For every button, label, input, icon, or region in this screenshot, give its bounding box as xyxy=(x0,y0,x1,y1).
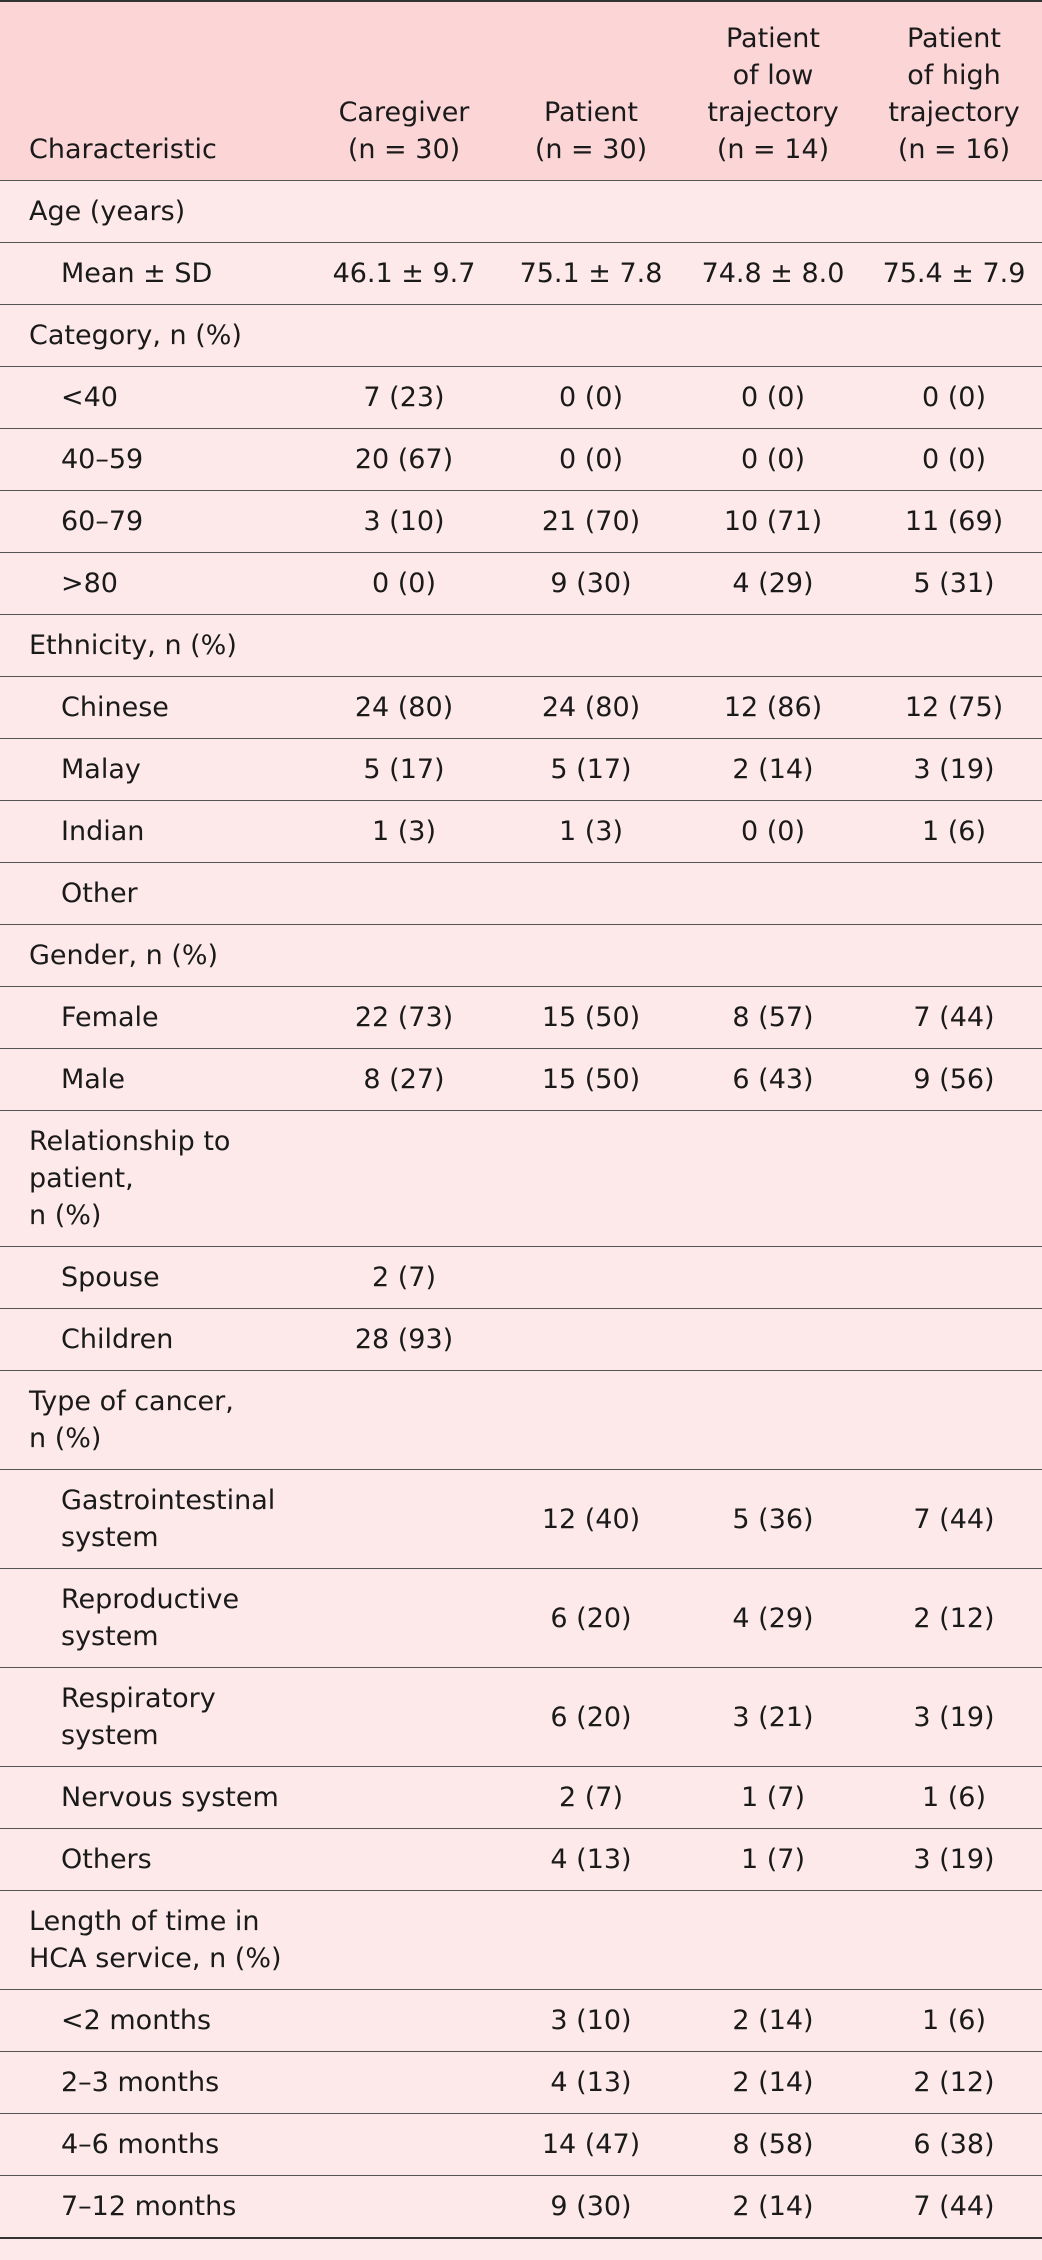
cell-col-3 xyxy=(680,181,866,243)
category-label xyxy=(0,1111,306,1247)
cell-col-2: 6 (20) xyxy=(502,1668,680,1767)
cell-col-1 xyxy=(306,1990,502,2052)
cell-col-2: 2 (7) xyxy=(502,1767,680,1829)
label-text: Gender, n (%) xyxy=(29,940,219,971)
cell-col-4: 6 (38) xyxy=(866,2114,1042,2176)
cell-col-1 xyxy=(306,1767,502,1829)
table-category-row xyxy=(0,1111,1042,1247)
cell-col-1: 0 (0) xyxy=(306,553,502,615)
table-row xyxy=(0,553,1042,615)
cell-col-4 xyxy=(866,305,1042,367)
cell-col-4: 1 (6) xyxy=(866,1767,1042,1829)
cell-col-4 xyxy=(866,1111,1042,1247)
category-label xyxy=(0,1371,306,1470)
cell-col-1 xyxy=(306,863,502,925)
row-label xyxy=(0,677,306,739)
cell-col-3: 74.8 ± 8.0 xyxy=(680,243,866,305)
cell-col-3 xyxy=(680,863,866,925)
cell-col-4: 3 (19) xyxy=(866,739,1042,801)
label-text: Relationship to xyxy=(29,1126,231,1157)
header-characteristic-label: Characteristic xyxy=(29,134,217,165)
cell-col-3 xyxy=(680,1371,866,1470)
cell-col-3 xyxy=(680,1247,866,1309)
table-category-row xyxy=(0,181,1042,243)
cell-col-3: 4 (29) xyxy=(680,1569,866,1668)
cell-col-2 xyxy=(502,1891,680,1990)
header-caregiver xyxy=(306,1,502,181)
cell-col-3: 10 (71) xyxy=(680,491,866,553)
cell-col-4: 1 (6) xyxy=(866,801,1042,863)
cell-col-2: 1 (3) xyxy=(502,801,680,863)
header-row xyxy=(0,1,1042,181)
table-category-row xyxy=(0,615,1042,677)
row-label xyxy=(0,367,306,429)
cell-col-1 xyxy=(306,1569,502,1668)
cell-col-2: 12 (40) xyxy=(502,1470,680,1569)
table-row xyxy=(0,987,1042,1049)
cell-col-2 xyxy=(502,1247,680,1309)
cell-col-1: 7 (23) xyxy=(306,367,502,429)
row-label xyxy=(0,1668,306,1767)
cell-col-1: 46.1 ± 9.7 xyxy=(306,243,502,305)
row-label xyxy=(0,1309,306,1371)
label-text: <40 xyxy=(61,382,118,413)
label-text: Others xyxy=(61,1844,152,1875)
cell-col-1 xyxy=(306,305,502,367)
row-label xyxy=(0,1829,306,1891)
cell-col-2: 5 (17) xyxy=(502,739,680,801)
cell-col-4: 0 (0) xyxy=(866,367,1042,429)
cell-col-3: 2 (14) xyxy=(680,1990,866,2052)
cell-col-1 xyxy=(306,1668,502,1767)
cell-col-4: 12 (75) xyxy=(866,677,1042,739)
label-text: Respiratory xyxy=(61,1683,216,1714)
header-low-line3: trajectory xyxy=(707,97,839,128)
cell-col-4: 2 (12) xyxy=(866,2052,1042,2114)
label-text: Mean ± SD xyxy=(61,258,213,289)
cell-col-3: 3 (21) xyxy=(680,1668,866,1767)
cell-col-2 xyxy=(502,1111,680,1247)
row-label xyxy=(0,863,306,925)
header-patient xyxy=(502,1,680,181)
cell-col-3: 0 (0) xyxy=(680,429,866,491)
table-row xyxy=(0,1990,1042,2052)
cell-col-3: 4 (29) xyxy=(680,553,866,615)
cell-col-1 xyxy=(306,925,502,987)
cell-col-4 xyxy=(866,1371,1042,1470)
label-text: 2–3 months xyxy=(61,2067,220,2098)
cell-col-1: 28 (93) xyxy=(306,1309,502,1371)
header-caregiver-line: Caregiver xyxy=(338,97,470,128)
header-high-line1: Patient xyxy=(906,23,1001,54)
label-text: Malay xyxy=(61,754,141,785)
header-low-line2: of low xyxy=(732,60,814,91)
cell-col-1 xyxy=(306,2052,502,2114)
category-label xyxy=(0,615,306,677)
table-row xyxy=(0,2176,1042,2239)
cell-col-2: 4 (13) xyxy=(502,2052,680,2114)
table-row xyxy=(0,1829,1042,1891)
cell-col-1: 3 (10) xyxy=(306,491,502,553)
cell-col-4: 7 (44) xyxy=(866,1470,1042,1569)
row-label xyxy=(0,2052,306,2114)
row-label xyxy=(0,2114,306,2176)
label-text: n (%) xyxy=(29,1200,102,1231)
table-row xyxy=(0,677,1042,739)
row-label xyxy=(0,1470,306,1569)
label-text: Indian xyxy=(61,816,145,847)
table-row xyxy=(0,367,1042,429)
cell-col-3: 8 (58) xyxy=(680,2114,866,2176)
cell-col-1 xyxy=(306,615,502,677)
table-category-row xyxy=(0,1891,1042,1990)
table-category-row xyxy=(0,925,1042,987)
header-patient-low xyxy=(680,1,866,181)
table-row xyxy=(0,1668,1042,1767)
table-row xyxy=(0,243,1042,305)
cell-col-1 xyxy=(306,1111,502,1247)
label-text: Nervous system xyxy=(61,1782,279,1813)
label-text: system xyxy=(61,1720,159,1751)
cell-col-1 xyxy=(306,181,502,243)
row-label xyxy=(0,987,306,1049)
label-text: Chinese xyxy=(61,692,169,723)
cell-col-1: 1 (3) xyxy=(306,801,502,863)
header-high-line2: of high xyxy=(907,60,1001,91)
cell-col-2: 14 (47) xyxy=(502,2114,680,2176)
cell-col-4: 9 (56) xyxy=(866,1049,1042,1111)
header-characteristic xyxy=(0,1,306,181)
header-caregiver-n: (n = 30) xyxy=(347,134,461,165)
label-text: Reproductive xyxy=(61,1584,240,1615)
table-category-row xyxy=(0,1371,1042,1470)
cell-col-1: 2 (7) xyxy=(306,1247,502,1309)
cell-col-4: 75.4 ± 7.9 xyxy=(866,243,1042,305)
table-row xyxy=(0,1247,1042,1309)
label-text: 7–12 months xyxy=(61,2191,237,2222)
table-category-row xyxy=(0,305,1042,367)
cell-col-4 xyxy=(866,181,1042,243)
header-patient-line: Patient xyxy=(543,97,638,128)
cell-col-3: 6 (43) xyxy=(680,1049,866,1111)
cell-col-3: 5 (36) xyxy=(680,1470,866,1569)
cell-col-3: 2 (14) xyxy=(680,739,866,801)
label-text: 60–79 xyxy=(61,506,144,537)
cell-col-2: 24 (80) xyxy=(502,677,680,739)
row-label xyxy=(0,553,306,615)
category-label xyxy=(0,181,306,243)
cell-col-3: 1 (7) xyxy=(680,1767,866,1829)
label-text: patient, xyxy=(29,1163,134,1194)
cell-col-3 xyxy=(680,615,866,677)
row-label xyxy=(0,491,306,553)
header-patient-n: (n = 30) xyxy=(534,134,648,165)
cell-col-4: 11 (69) xyxy=(866,491,1042,553)
row-label xyxy=(0,243,306,305)
cell-col-3 xyxy=(680,1111,866,1247)
label-text: Length of time in xyxy=(29,1906,260,1937)
label-text: <2 months xyxy=(61,2005,212,2036)
label-text: system xyxy=(61,1522,159,1553)
cell-col-2: 21 (70) xyxy=(502,491,680,553)
row-label xyxy=(0,1767,306,1829)
cell-col-3: 1 (7) xyxy=(680,1829,866,1891)
cell-col-3 xyxy=(680,305,866,367)
table-row xyxy=(0,1767,1042,1829)
cell-col-2 xyxy=(502,615,680,677)
cell-col-3 xyxy=(680,925,866,987)
header-high-n: (n = 16) xyxy=(897,134,1011,165)
header-patient-high xyxy=(866,1,1042,181)
cell-col-1: 5 (17) xyxy=(306,739,502,801)
label-text: Other xyxy=(61,878,138,909)
label-text: HCA service, n (%) xyxy=(29,1943,282,1974)
table-header xyxy=(0,1,1042,181)
category-label xyxy=(0,925,306,987)
label-text: 40–59 xyxy=(61,444,144,475)
label-text: Type of cancer, xyxy=(29,1386,234,1417)
cell-col-2: 9 (30) xyxy=(502,2176,680,2239)
cell-col-2: 3 (10) xyxy=(502,1990,680,2052)
table-row xyxy=(0,1569,1042,1668)
cell-col-3: 2 (14) xyxy=(680,2052,866,2114)
row-label xyxy=(0,1569,306,1668)
row-label xyxy=(0,801,306,863)
table-row xyxy=(0,801,1042,863)
cell-col-1 xyxy=(306,1829,502,1891)
label-text: Male xyxy=(61,1064,125,1095)
cell-col-2 xyxy=(502,181,680,243)
table-row xyxy=(0,1049,1042,1111)
cell-col-4: 0 (0) xyxy=(866,429,1042,491)
category-label xyxy=(0,305,306,367)
cell-col-2 xyxy=(502,1309,680,1371)
table-row xyxy=(0,2052,1042,2114)
label-text: >80 xyxy=(61,568,118,599)
header-low-n: (n = 14) xyxy=(716,134,830,165)
table-body xyxy=(0,181,1042,2239)
label-text: Female xyxy=(61,1002,159,1033)
cell-col-4: 1 (6) xyxy=(866,1990,1042,2052)
label-text: Spouse xyxy=(61,1262,160,1293)
cell-col-3: 8 (57) xyxy=(680,987,866,1049)
cell-col-3: 2 (14) xyxy=(680,2176,866,2239)
cell-col-4: 3 (19) xyxy=(866,1668,1042,1767)
header-high-line3: trajectory xyxy=(888,97,1020,128)
cell-col-2: 0 (0) xyxy=(502,429,680,491)
label-text: Ethnicity, n (%) xyxy=(29,630,237,661)
cell-col-4 xyxy=(866,1309,1042,1371)
row-label xyxy=(0,1049,306,1111)
table-row xyxy=(0,1470,1042,1569)
cell-col-1 xyxy=(306,1470,502,1569)
table-row xyxy=(0,429,1042,491)
cell-col-2 xyxy=(502,305,680,367)
cell-col-1: 8 (27) xyxy=(306,1049,502,1111)
cell-col-4 xyxy=(866,615,1042,677)
cell-col-2: 0 (0) xyxy=(502,367,680,429)
cell-col-4 xyxy=(866,1891,1042,1990)
label-text: Gastrointestinal xyxy=(61,1485,276,1516)
cell-col-1 xyxy=(306,2114,502,2176)
cell-col-1 xyxy=(306,1371,502,1470)
category-label xyxy=(0,1891,306,1990)
table-row xyxy=(0,863,1042,925)
label-text: Children xyxy=(61,1324,174,1355)
row-label xyxy=(0,429,306,491)
cell-col-2 xyxy=(502,1371,680,1470)
table-row xyxy=(0,2114,1042,2176)
table-row xyxy=(0,739,1042,801)
label-text: system xyxy=(61,1621,159,1652)
cell-col-3: 0 (0) xyxy=(680,367,866,429)
cell-col-2: 15 (50) xyxy=(502,1049,680,1111)
header-low-line1: Patient xyxy=(725,23,820,54)
row-label xyxy=(0,739,306,801)
cell-col-1: 24 (80) xyxy=(306,677,502,739)
cell-col-1: 22 (73) xyxy=(306,987,502,1049)
cell-col-1 xyxy=(306,1891,502,1990)
row-label xyxy=(0,1990,306,2052)
cell-col-4 xyxy=(866,863,1042,925)
cell-col-4: 3 (19) xyxy=(866,1829,1042,1891)
cell-col-4: 5 (31) xyxy=(866,553,1042,615)
row-label xyxy=(0,1247,306,1309)
cell-col-4 xyxy=(866,925,1042,987)
table-row xyxy=(0,1309,1042,1371)
cell-col-3 xyxy=(680,1891,866,1990)
cell-col-1: 20 (67) xyxy=(306,429,502,491)
cell-col-1 xyxy=(306,2176,502,2239)
cell-col-3 xyxy=(680,1309,866,1371)
cell-col-2: 75.1 ± 7.8 xyxy=(502,243,680,305)
cell-col-2 xyxy=(502,863,680,925)
cell-col-2: 9 (30) xyxy=(502,553,680,615)
cell-col-4 xyxy=(866,1247,1042,1309)
cell-col-2: 4 (13) xyxy=(502,1829,680,1891)
cell-col-3: 12 (86) xyxy=(680,677,866,739)
label-text: Category, n (%) xyxy=(29,320,242,351)
cell-col-3: 0 (0) xyxy=(680,801,866,863)
cell-col-4: 2 (12) xyxy=(866,1569,1042,1668)
cell-col-2 xyxy=(502,925,680,987)
label-text: 4–6 months xyxy=(61,2129,220,2160)
table-row xyxy=(0,491,1042,553)
row-label xyxy=(0,2176,306,2239)
cell-col-4: 7 (44) xyxy=(866,987,1042,1049)
cell-col-4: 7 (44) xyxy=(866,2176,1042,2239)
label-text: n (%) xyxy=(29,1423,102,1454)
label-text: Age (years) xyxy=(29,196,186,227)
cell-col-2: 6 (20) xyxy=(502,1569,680,1668)
cell-col-2: 15 (50) xyxy=(502,987,680,1049)
